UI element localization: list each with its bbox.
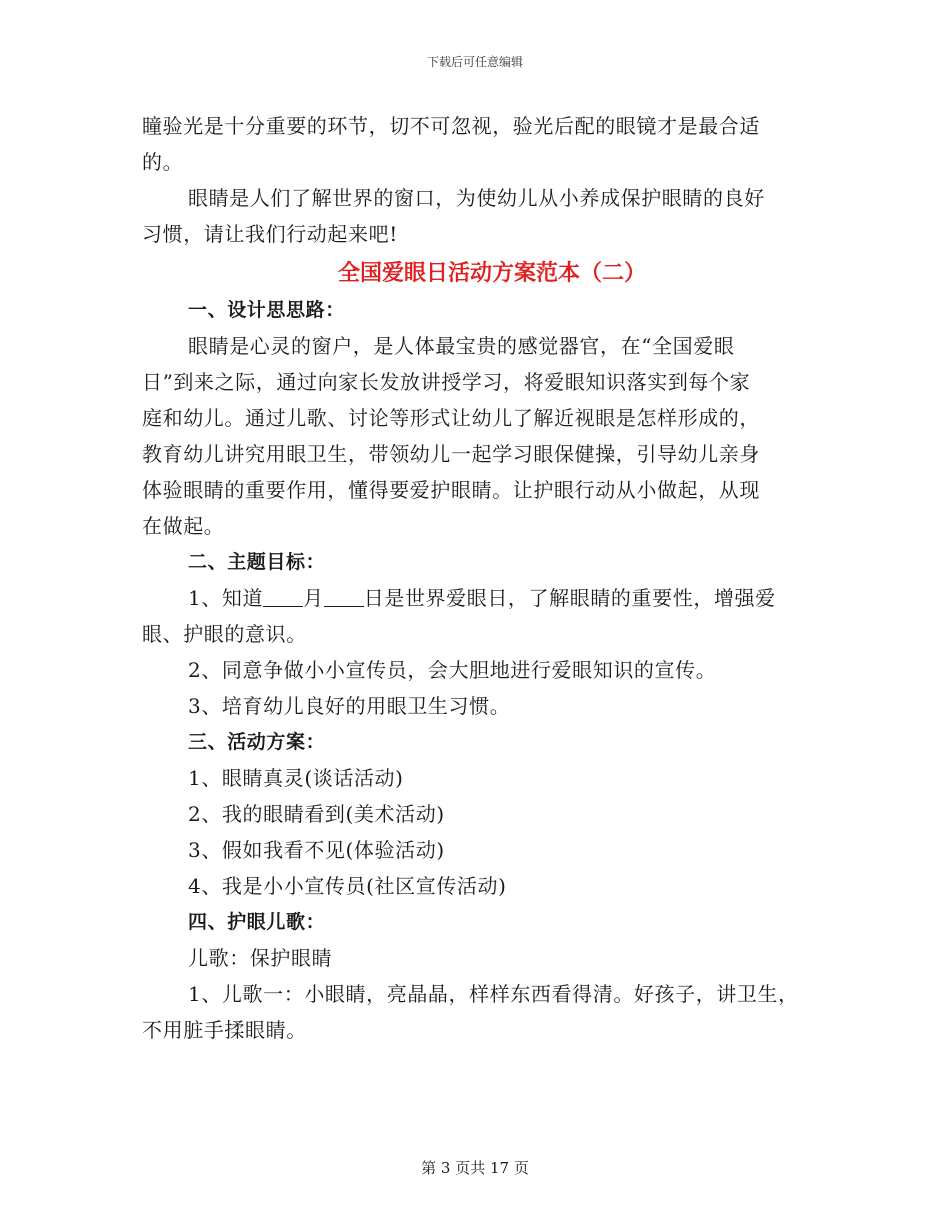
- page-header: 下载后可任意编辑: [426, 55, 523, 69]
- paragraph-line: 眼睛是人们了解世界的窗口，为使幼儿从小养成保护眼睛的良好: [188, 186, 765, 210]
- document-title: 全国爱眼日活动方案范本（二）: [337, 260, 646, 286]
- list-item-text: 月: [303, 586, 324, 610]
- list-item: 3、假如我看不见(体验活动): [188, 838, 445, 862]
- list-item-text: 日是世界爱眼日，了解眼睛的重要性，增强爱: [363, 586, 776, 610]
- list-item-text: 1、知道: [188, 586, 264, 610]
- paragraph-line: 在做起。: [142, 514, 225, 538]
- paragraph-line: 瞳验光是十分重要的环节，切不可忽视，验光后配的眼镜才是最合适: [142, 114, 760, 138]
- list-item: 3、培育幼儿良好的用眼卫生习惯。: [188, 694, 511, 718]
- list-item: 不用脏手揉眼睛。: [142, 1018, 307, 1042]
- paragraph-line: 庭和幼儿。通过儿歌、讨论等形式让幼儿了解近视眼是怎样形成的，: [142, 406, 760, 430]
- section-heading: 二、主题目标：: [188, 551, 326, 573]
- section-heading: 三、活动方案：: [188, 731, 326, 753]
- list-item: 眼、护眼的意识。: [142, 622, 307, 646]
- section-heading: 一、设计思思路：: [188, 299, 345, 321]
- list-item: 2、我的眼睛看到(美术活动): [188, 802, 445, 826]
- list-item: 4、我是小小宣传员(社区宣传活动): [188, 874, 507, 898]
- document-body: [142, 108, 822, 1048]
- paragraph-line: 的。: [142, 150, 184, 174]
- page-number: 第 3 页共 17 页: [421, 1159, 529, 1177]
- list-item: 2、同意争做小小宣传员，会大胆地进行爱眼知识的宣传。: [188, 658, 717, 682]
- paragraph-line: 儿歌：保护眼睛: [188, 946, 333, 970]
- list-item: 1、眼睛真灵(谈话活动): [188, 766, 404, 790]
- paragraph-line: 体验眼睛的重要作用，懂得要爱护眼睛。让护眼行动从小做起，从现: [142, 478, 760, 502]
- paragraph-line: 习惯，请让我们行动起来吧!: [142, 222, 398, 246]
- list-item: 1、儿歌一：小眼睛，亮晶晶，样样东西看得清。好孩子，讲卫生，: [188, 982, 799, 1006]
- paragraph-line: 眼睛是心灵的窗户，是人体最宝贵的感觉器官，在“全国爱眼: [188, 334, 735, 358]
- paragraph-line: 教育幼儿讲究用眼卫生，带领幼儿一起学习眼保健操，引导幼儿亲身: [142, 442, 760, 466]
- fill-in-blank: [324, 586, 364, 607]
- list-item: [142, 580, 822, 616]
- fill-in-blank: [263, 586, 303, 607]
- section-heading: 四、护眼儿歌：: [188, 911, 326, 933]
- paragraph-line: 日”到来之际，通过向家长发放讲授学习，将爱眼知识落实到每个家: [142, 370, 751, 394]
